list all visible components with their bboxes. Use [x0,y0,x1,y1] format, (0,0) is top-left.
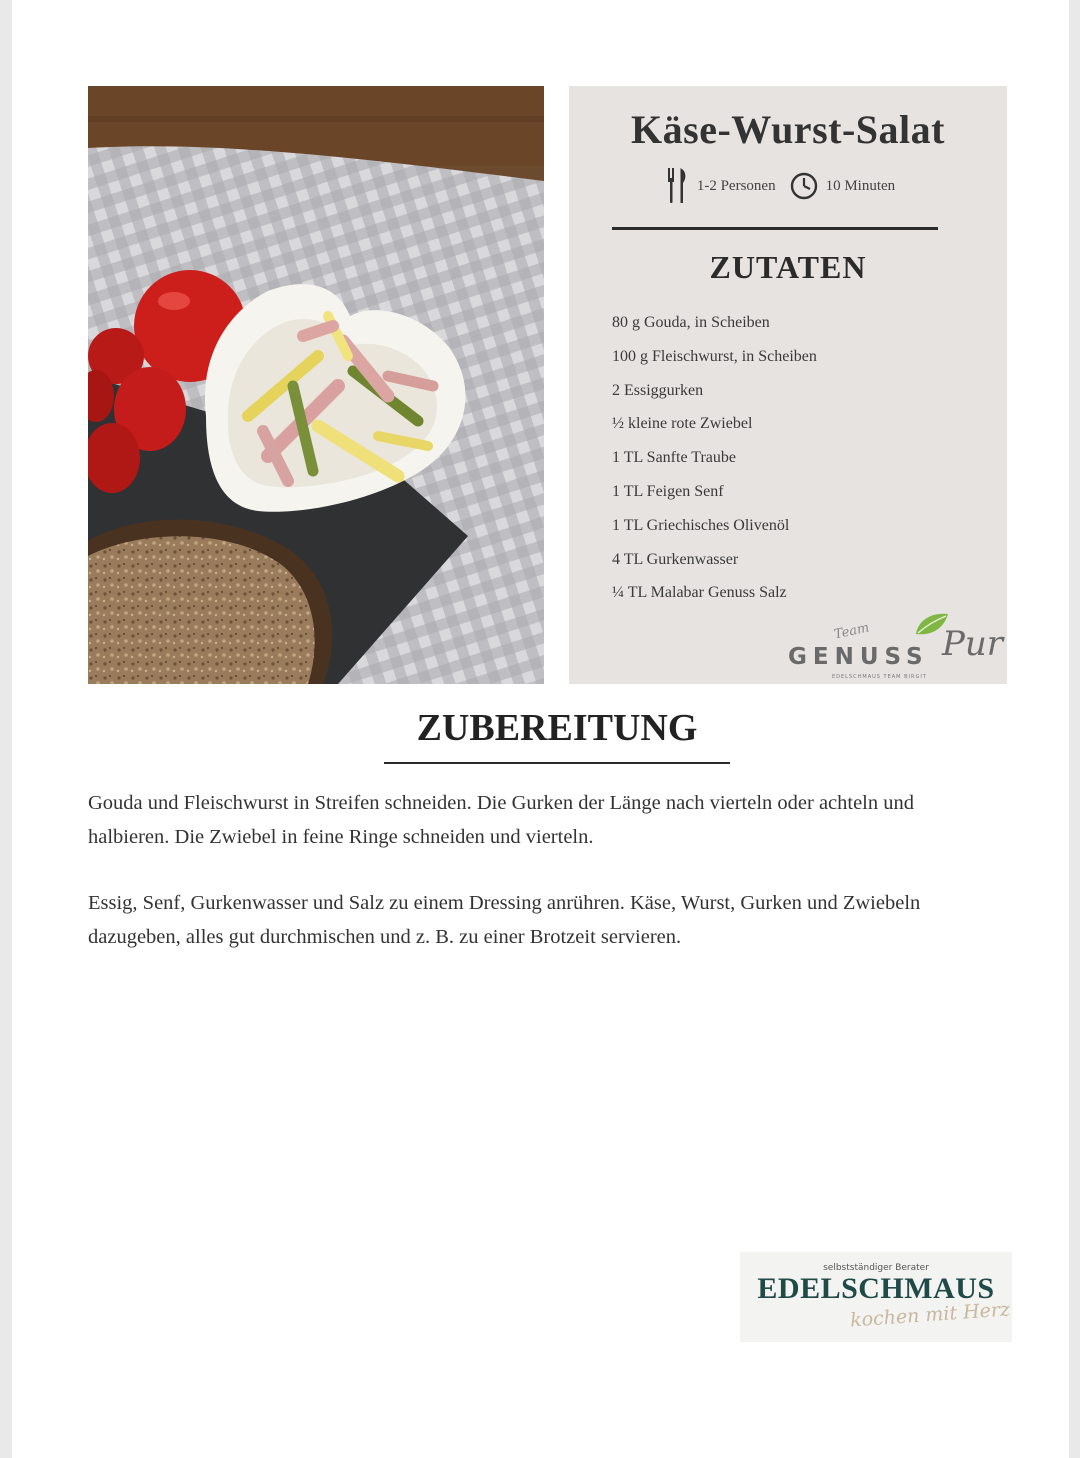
ingredient-item: 2 Essiggurken [612,381,704,399]
genuss-word: GENUSS [788,644,929,670]
preparation-step: Essig, Senf, Gurkenwasser und Salz zu einem Dressing anrühren. Käse, Wurst, Gurken und Zwiebeln dazugeben, alles gut durchmischen und z. B. zu einer Brotzeit servieren. [88,892,921,948]
ingredients-list [612,306,817,610]
preparation-heading: ZUBEREITUNG [416,707,698,749]
ingredient-item: 100 g Fleischwurst, in Scheiben [612,347,817,365]
servings-info [667,168,790,204]
preparation-divider [384,762,730,764]
title-divider [612,227,938,230]
ingredient-item: 4 TL Gurkenwasser [612,550,739,568]
recipe-page [12,0,1069,1458]
edelschmaus-name: EDELSCHMAUS [757,1272,995,1305]
ingredient-item: ½ kleine rote Zwiebel [612,415,753,433]
genuss-team-text: Team [832,620,871,643]
ingredient-item: 1 TL Griechisches Olivenöl [612,516,790,534]
recipe-meta [569,168,1007,204]
genuss-script: Pur [942,624,1004,664]
time-info [790,172,910,200]
ingredient-item: 80 g Gouda, in Scheiben [612,314,770,331]
genuss-subline: EDELSCHMAUS TEAM BIRGIT [832,674,927,680]
servings-text: 1-2 Personen [696,177,776,194]
cutlery-icon [667,168,689,204]
ingredient-item: ¼ TL Malabar Genuss Salz [612,584,787,602]
recipe-title: Käse-Wurst-Salat [631,107,945,152]
recipe-card [569,86,1007,684]
edelschmaus-tagline: selbstständiger Berater [823,1263,929,1273]
ingredients-heading: ZUTATEN [709,249,867,285]
ingredient-item: 1 TL Feigen Senf [612,482,724,500]
salad-photo [88,86,544,684]
edelschmaus-script: kochen mit Herz [849,1298,1011,1332]
clock-icon [790,172,818,200]
ingredient-item: 1 TL Sanfte Traube [612,449,736,467]
preparation-step: Gouda und Fleischwurst in Streifen schneiden. Die Gurken der Länge nach vierteln oder achteln und halbieren. Die Zwiebel in feine Ringe schneiden und vierteln. [88,792,915,848]
genuss-pur-logo [784,606,1006,686]
edelschmaus-logo [740,1252,1012,1342]
time-text: 10 Minuten [825,177,896,194]
